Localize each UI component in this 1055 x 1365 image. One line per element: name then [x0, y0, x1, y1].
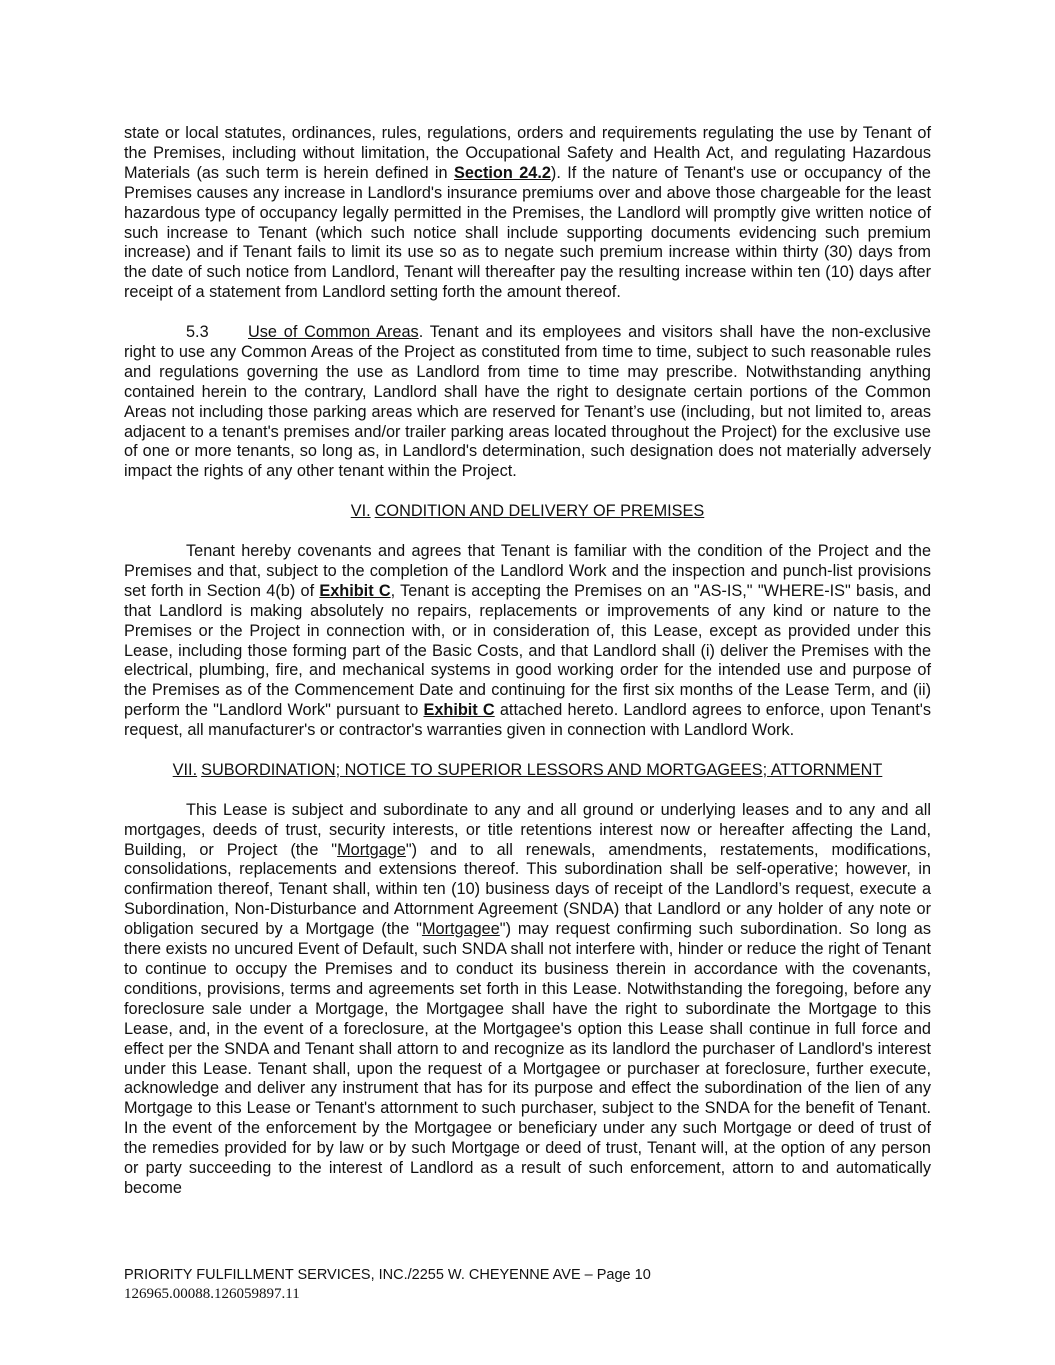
article-title: SUBORDINATION; NOTICE TO SUPERIOR LESSORS AND MORTGAGEES; ATTORNMENT [201, 760, 883, 779]
article-vii-paragraph: This Lease is subject and subordinate to any and all ground or underlying leases and to any and all mortgages, deeds of trust, security interests, or title retentions interest now or hereafter affecting the Land, Building, or Project (the "Mortgage") and to all renewals, amendments, restatements, modifications, consolidations, replacements and extensions thereof. This subordination shall be self-operative; however, in confirmation thereof, Tenant shall, within ten (10) business days of receipt of the Landlord’s request, execute a Subordination, Non-Disturbance and Attornment Agreement (SNDA) that Landlord or any holder of any note or obligation secured by a Mortgage (the "Mortgagee") may request confirming such subordination. So long as there exists no uncured Event of Default, such SNDA shall not interfere with, hinder or reduce the right of Tenant to continue to occupy the Premises and to conduct its business therein in accordance with the covenants, conditions, provisions, terms and agreements set forth in this Lease. Notwithstanding the foregoing, before any foreclosure sale under a Mortgage, the Mortgagee shall have the right to subordinate the Mortgage to this Lease, and, in the event of a foreclosure, at the Mortgagee's option this Lease shall continue in full force and effect per the SNDA and Tenant shall attorn to and recognize as its landlord the purchaser of Landlord's interest under this Lease. Tenant shall, upon the request of a Mortgagee or purchaser at foreclosure, further execute, acknowledge and deliver any instrument that has for its purpose and effect the subordination of the lien of any Mortgage to this Lease or Tenant's attornment to such purchaser, subject to the SNDA for the benefit of Tenant. In the event of the enforcement by the Mortgagee or beneficiary under any such Mortgage or deed of trust of the remedies provided for by law or by such Mortgage or deed of trust, Tenant will, at the option of any person or party succeeding to the interest of Landlord as a result of such enforcement, attorn to and automatically become [124, 800, 931, 1197]
page-footer [124, 1266, 931, 1304]
page-body [124, 124, 931, 1219]
article-title: CONDITION AND DELIVERY OF PREMISES [374, 502, 705, 521]
article-number: VI. [350, 502, 371, 521]
section-5-3-paragraph: 5.3 Use of Common Areas. Tenant and its employees and visitors shall have the non-exclusive right to use any Common Areas of the Project as constituted from time to time, subject to such reasonable rules and regulations governing the use as Landlord from time to time may prescribe. Notwithstanding anything contained herein to the contrary, Landlord shall have the right to designate certain portions of the Common Areas not including those parking areas which are reserved for Tenant’s use (including, but not limited to, areas adjacent to a tenant's premises and/or trailer parking areas located throughout the Project) for the exclusive use of one or more tenants, so long as, in Landlord's determination, such designation does not materially adversely impact the rights of any other tenant within the Project. [124, 323, 931, 481]
article-vii-heading [124, 761, 931, 781]
paragraph-compliance-continued: state or local statutes, ordinances, rules, regulations, orders and requirements regulating the use by Tenant of the Premises, including without limitation, the Occupational Safety and Health Act, and regulating Hazardous Materials (as such term is herein defined in Section 24.2). If the nature of Tenant's use or occupancy of the Premises causes any increase in Landlord's insurance premiums over and above those chargeable for the least hazardous type of occupancy legally permitted in the Premises, the Landlord will promptly give written notice of such increase to Tenant (which such notice shall include supporting documents evidencing such premium increase) and if Tenant fails to limit its use so as to negate such premium increase within thirty (30) days from the date of such notice from Landlord, Tenant will thereafter pay the resulting increase within ten (10) days after receipt of a statement from Landlord setting forth the amount thereof. [124, 124, 931, 302]
article-number: VII. [172, 760, 198, 779]
document-id: 126965.00088.126059897.11 [124, 1286, 300, 1302]
defined-term-mortgage: Mortgage [337, 840, 406, 859]
exhibit-c-reference[interactable]: Exhibit C [319, 581, 391, 600]
defined-term-mortgagee: Mortgagee [421, 920, 500, 939]
article-vi-paragraph: Tenant hereby covenants and agrees that Tenant is familiar with the condition of the Project and the Premises and that, subject to the completion of the Landlord Work and the inspection and punch-list provisions set forth in Section 4(b) of Exhibit C, Tenant is accepting the Premises on an "AS-IS," "WHERE-IS" basis, and that Landlord is making absolutely no repairs, replacements or improvements of any kind or nature to the Premises or the Project in connection with, or in consideration of, this Lease, except as provided under this Lease, including those forming part of the Basic Costs, and that Landlord shall (i) deliver the Premises with the electrical, plumbing, fire, and mechanical systems in good working order for the intended use and purpose of the Premises as of the Commencement Date and continuing for the first six months of the Lease Term, and (ii) perform the "Landlord Work" pursuant to Exhibit C attached hereto. Landlord agrees to enforce, upon Tenant's request, all manufacturer's or contractor's warranties given in connection with Landlord Work. [124, 541, 931, 740]
section-title: Use of Common Areas [248, 323, 419, 342]
section-24-2-reference[interactable]: Section 24.2 [454, 163, 551, 182]
article-vi-heading [124, 502, 931, 522]
section-number: 5.3 [186, 323, 209, 342]
exhibit-c-reference[interactable]: Exhibit C [423, 701, 495, 720]
footer-title: PRIORITY FULFILLMENT SERVICES, INC./2255 W. CHEYENNE AVE – Page 10 [124, 1267, 651, 1283]
